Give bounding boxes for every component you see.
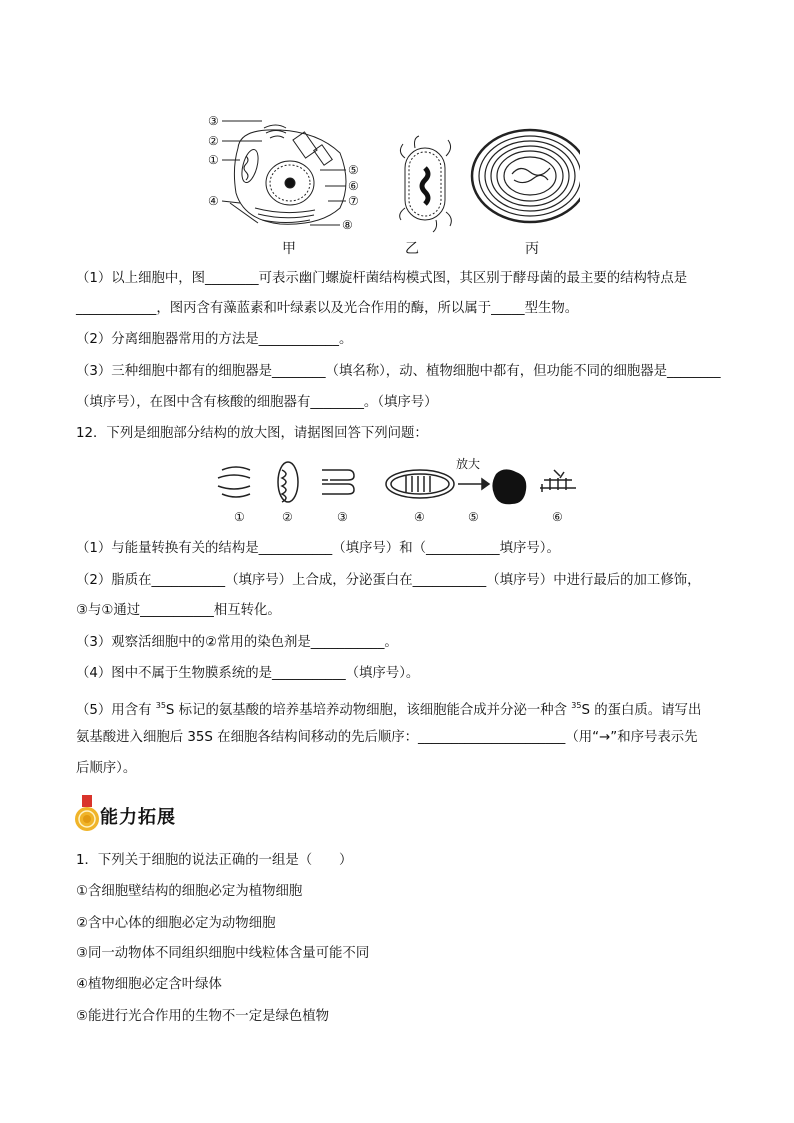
org-label-3: ③: [337, 510, 348, 524]
cell-figure-1: [200, 108, 580, 258]
q12-part4: （4）图中不属于生物膜系统的是___________（填序号）。: [76, 666, 420, 681]
ext-q1-option-2: ②含中心体的细胞必定为动物细胞: [76, 916, 276, 931]
isotope-sup-2: 35: [571, 701, 582, 710]
q12-part1: （1）与能量转换有关的结构是___________（填序号）和（___________填序号）。: [76, 541, 560, 556]
q11-part2: （2）分离细胞器常用的方法是____________。: [76, 332, 353, 347]
ext-q1-option-1: ①含细胞壁结构的细胞必定为植物细胞: [76, 884, 303, 899]
fig1-label-6: ⑥: [348, 179, 359, 193]
q11-part3-line1: （3）三种细胞中都有的细胞器是________（填名称），动、植物细胞中都有，但功能不同的细胞器是________: [76, 364, 721, 379]
caption-bing: 丙: [525, 241, 539, 257]
cyanobacterium-drawing: [472, 130, 580, 222]
ext-q1-option-3: ③同一动物体不同组织细胞中线粒体含量可能不同: [76, 946, 370, 961]
fig1-label-1: ①: [208, 153, 219, 167]
org-label-2: ②: [282, 510, 293, 524]
organelle-figure: [210, 457, 590, 530]
org-label-6: ⑥: [552, 510, 563, 524]
org-label-5: ⑤: [468, 510, 479, 524]
ext-q1-option-4: ④植物细胞必定含叶绿体: [76, 977, 222, 992]
animal-cell-drawing: [222, 121, 346, 225]
ext-q1-option-5: ⑤能进行光合作用的生物不一定是绿色植物: [76, 1009, 330, 1024]
q11-part1-line2: ____________，图丙含有藻蓝素和叶绿素以及光合作用的酶，所以属于_____型生物。: [76, 301, 579, 316]
q12-part5-line1: [76, 696, 701, 721]
q12-part2-line1: （2）脂质在___________（填序号）上合成，分泌蛋白在___________（填序号）中进行最后的加工修饰，: [76, 573, 701, 588]
section-title: 能力拓展: [100, 807, 176, 828]
q12-part5-line2: 氨基酸进入细胞后 35S 在细胞各结构间移动的先后顺序：______________________（用“→”和序号表示先: [76, 730, 698, 745]
org-label-1: ①: [234, 510, 245, 524]
q11-part1-line1: （1）以上细胞中，图________可表示幽门螺旋杆菌结构模式图，其区别于酵母菌的最主要的结构特点是: [76, 271, 688, 286]
q12-p5-text-b: S 标记的氨基酸的培养基培养动物细胞，该细胞能合成并分泌一种含: [165, 703, 572, 718]
fig1-label-3: ③: [208, 114, 219, 128]
bacterium-drawing: [400, 136, 452, 232]
q12-part5-line3: 后顺序）。: [76, 761, 137, 776]
q12-p5-text-a: （5）用含有: [76, 703, 156, 718]
cell-diagrams: [200, 108, 580, 238]
q11-part3-line2: （填序号），在图中含有核酸的细胞器有________。（填序号）: [76, 395, 438, 410]
isotope-sup-1: 35: [155, 701, 166, 710]
fig1-label-2: ②: [208, 134, 219, 148]
caption-yi: 乙: [405, 241, 419, 257]
q12-title: 12．下列是细胞部分结构的放大图，请据图回答下列问题：: [76, 426, 428, 441]
fig1-label-5: ⑤: [348, 163, 359, 177]
enlarge-label: 放大: [456, 457, 481, 471]
q12-p5-text-c: S 的蛋白质。请写出: [581, 703, 702, 718]
fig1-label-8: ⑧: [342, 218, 353, 232]
medal-icon: [74, 795, 100, 833]
ext-q1-stem: 1．下列关于细胞的说法正确的一组是（ ）: [76, 853, 353, 868]
caption-jia: 甲: [282, 241, 296, 257]
q12-part3: （3）观察活细胞中的②常用的染色剂是___________。: [76, 635, 398, 650]
organelle-drawings: [210, 460, 590, 508]
fig1-label-4: ④: [208, 194, 219, 208]
fig1-label-7: ⑦: [348, 194, 359, 208]
q12-part2-line2: ③与①通过___________相互转化。: [76, 603, 281, 618]
org-label-4: ④: [414, 510, 425, 524]
